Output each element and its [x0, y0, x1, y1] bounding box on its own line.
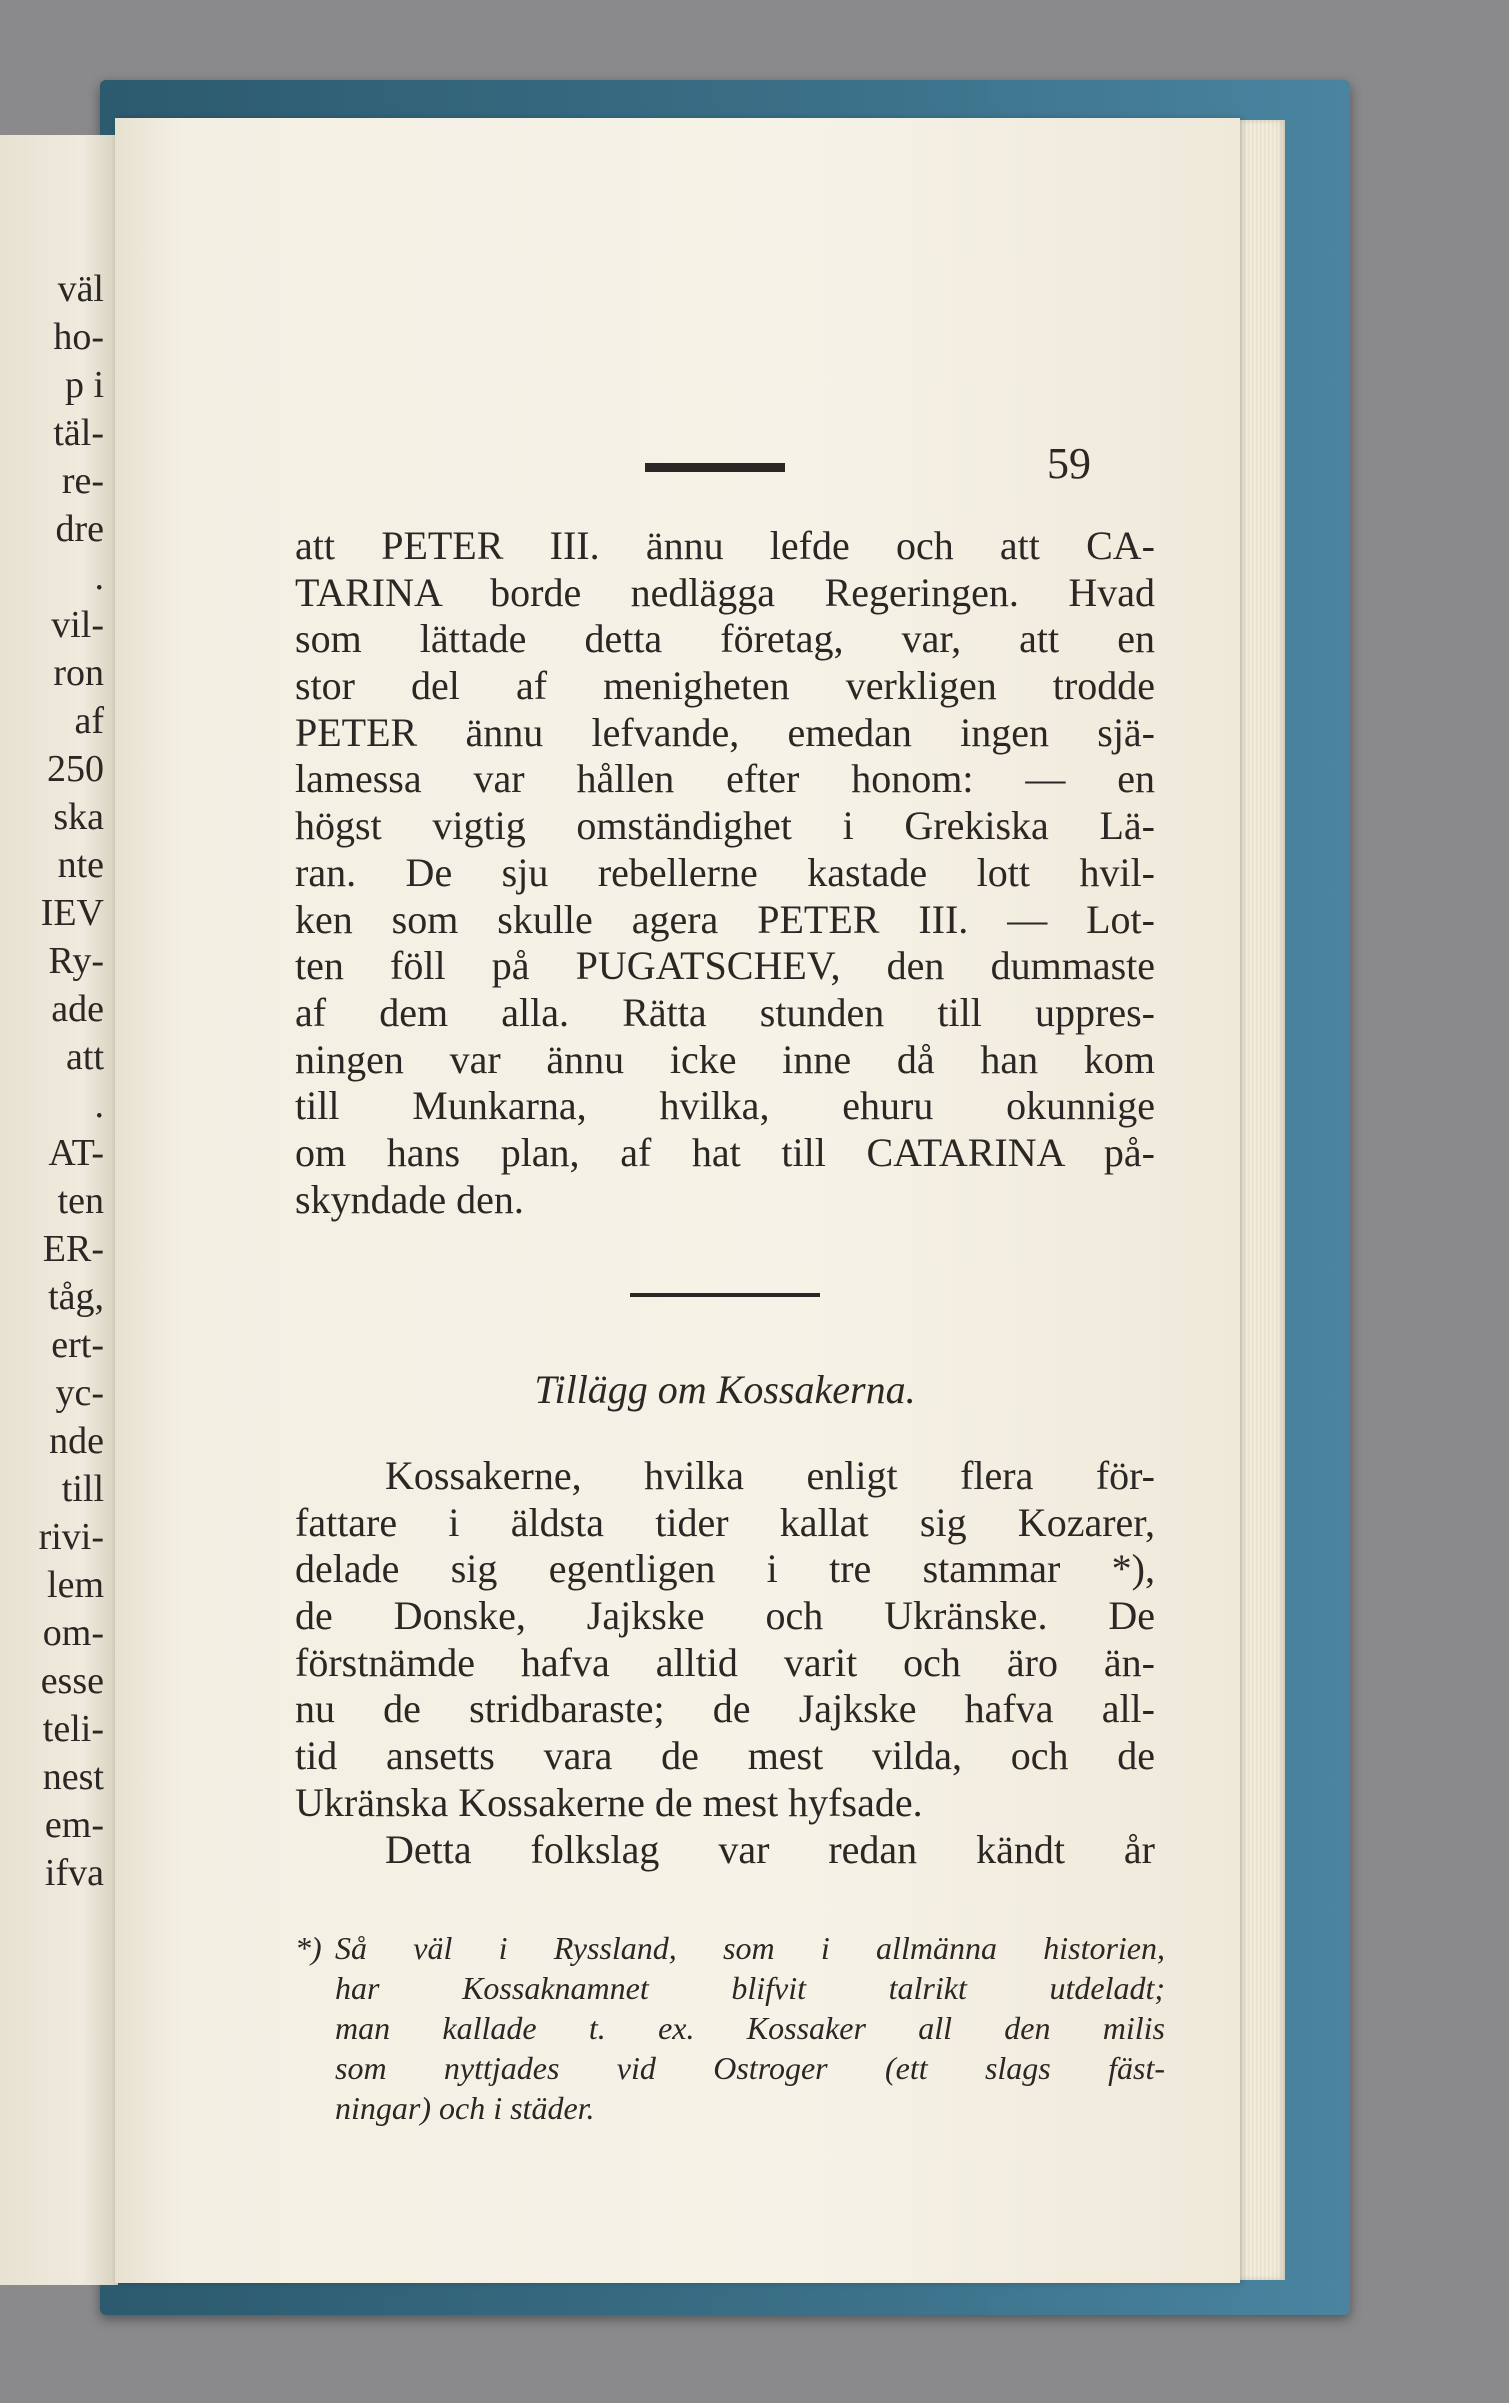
text-line: om hans plan, af hat till CATARINA på- [295, 1129, 1155, 1175]
left-page-fragment: att [66, 1036, 104, 1078]
header-rule [645, 463, 785, 472]
left-page-fragment: tåg, [48, 1276, 104, 1318]
text-line: fattare i äldsta tider kallat sig Kozarer, [295, 1499, 1155, 1545]
text-line: högst vigtig omständighet i Grekiska Lä- [295, 803, 1155, 849]
text-line: tid ansetts vara de mest vilda, och de [295, 1733, 1155, 1779]
footnote [295, 1928, 1165, 2128]
paragraph-2 [295, 1453, 1155, 1873]
left-page-fragment: om- [42, 1612, 104, 1654]
section-rule [630, 1293, 820, 1297]
text-line: lamessa var hållen efter honom: — en [295, 756, 1155, 802]
text-line: att PETER III. ännu lefde och att CA- [295, 523, 1155, 568]
paragraph-1 [295, 523, 1155, 1223]
left-page-fragment: ho- [53, 316, 104, 358]
footnote-line: man kallade t. ex. Kossaker all den milis [335, 2010, 1165, 2046]
text-line: stor del af menigheten verkligen trodde [295, 663, 1155, 709]
left-page-fragment: ten [57, 1180, 104, 1222]
left-page-fragment: nest [42, 1756, 104, 1798]
footnote-line: som nyttjades vid Ostroger (ett slags fäst- [335, 2050, 1165, 2086]
left-page-fragment: ade [51, 988, 104, 1030]
left-page [0, 135, 118, 2285]
section-heading: Tillägg om Kossakerna. [534, 1367, 916, 1412]
text-line: ningen var ännu icke inne då han kom [295, 1036, 1155, 1082]
text-line: förstnämde hafva alltid varit och äro än- [295, 1639, 1155, 1685]
text-line: nu de stridbaraste; de Jajkske hafva all- [295, 1686, 1155, 1732]
left-page-fragment: esse [40, 1660, 104, 1702]
left-page-fragment: till [61, 1468, 104, 1510]
left-page-fragment: ifva [44, 1852, 104, 1894]
left-page-fragment: väl [57, 268, 104, 310]
text-line: ran. De sju rebellerne kastade lott hvil- [295, 849, 1155, 895]
footnote-text: Så väl i Ryssland, som i allmänna historien, [335, 1930, 1165, 1966]
left-page-fragment: p i [64, 364, 104, 406]
left-page-fragment: 250 [47, 748, 104, 790]
page-number: 59 [1047, 439, 1091, 488]
footnote-line: har Kossaknamnet blifvit talrikt utdeladt; [335, 1970, 1165, 2006]
left-page-fragment: . [94, 1084, 104, 1126]
footnote-line [295, 1928, 1165, 1968]
left-page-fragment: ER- [42, 1228, 104, 1270]
left-page-fragment: rivi- [38, 1516, 104, 1558]
left-page-fragment: täl- [53, 412, 104, 454]
left-page-fragment: Ry- [48, 940, 104, 982]
left-page-fragment: IEV [40, 892, 104, 934]
footnote-marker: *) [295, 1930, 322, 1966]
text-line: Ukränska Kossakerne de mest hyfsade. [295, 1779, 923, 1825]
left-page-fragment: re- [61, 460, 104, 502]
left-page-fragment: af [74, 700, 104, 742]
left-page-fragment: . [94, 556, 104, 598]
footnote-line: ningar) och i städer. [335, 2090, 595, 2126]
text-line: Kossakerne, hvilka enligt flera för- [385, 1453, 1155, 1498]
left-page-fragment: nte [57, 844, 104, 886]
right-page [115, 118, 1240, 2283]
left-page-fragment: yc- [55, 1372, 104, 1414]
text-line: som lättade detta företag, var, att en [295, 616, 1155, 662]
text-line: Detta folkslag var redan kändt år [385, 1826, 1155, 1872]
left-page-fragment: AT- [48, 1132, 104, 1174]
text-line: de Donske, Jajkske och Ukränske. De [295, 1593, 1155, 1639]
left-page-fragment: em- [44, 1804, 104, 1846]
left-page-fragment: ert- [51, 1324, 104, 1366]
left-page-fragment: ska [53, 796, 104, 838]
text-line: till Munkarna, hvilka, ehuru okunnige [295, 1083, 1155, 1129]
text-line: ten föll på PUGATSCHEV, den dummaste [295, 943, 1155, 989]
left-page-fragment: lem [47, 1564, 104, 1606]
text-line: delade sig egentligen i tre stammar *), [295, 1546, 1155, 1592]
left-page-fragment: nde [49, 1420, 104, 1462]
left-page-fragment: vil- [51, 604, 104, 646]
left-page-fragment: teli- [42, 1708, 104, 1750]
text-line: skyndade den. [295, 1176, 524, 1222]
text-line: af dem alla. Rätta stunden till uppres- [295, 989, 1155, 1035]
text-line: ken som skulle agera PETER III. — Lot- [295, 896, 1155, 942]
left-page-fragment: dre [55, 508, 104, 550]
text-line: PETER ännu lefvande, emedan ingen sjä- [295, 709, 1155, 755]
text-line: TARINA borde nedlägga Regeringen. Hvad [295, 569, 1155, 615]
left-page-fragment: ron [53, 652, 104, 694]
